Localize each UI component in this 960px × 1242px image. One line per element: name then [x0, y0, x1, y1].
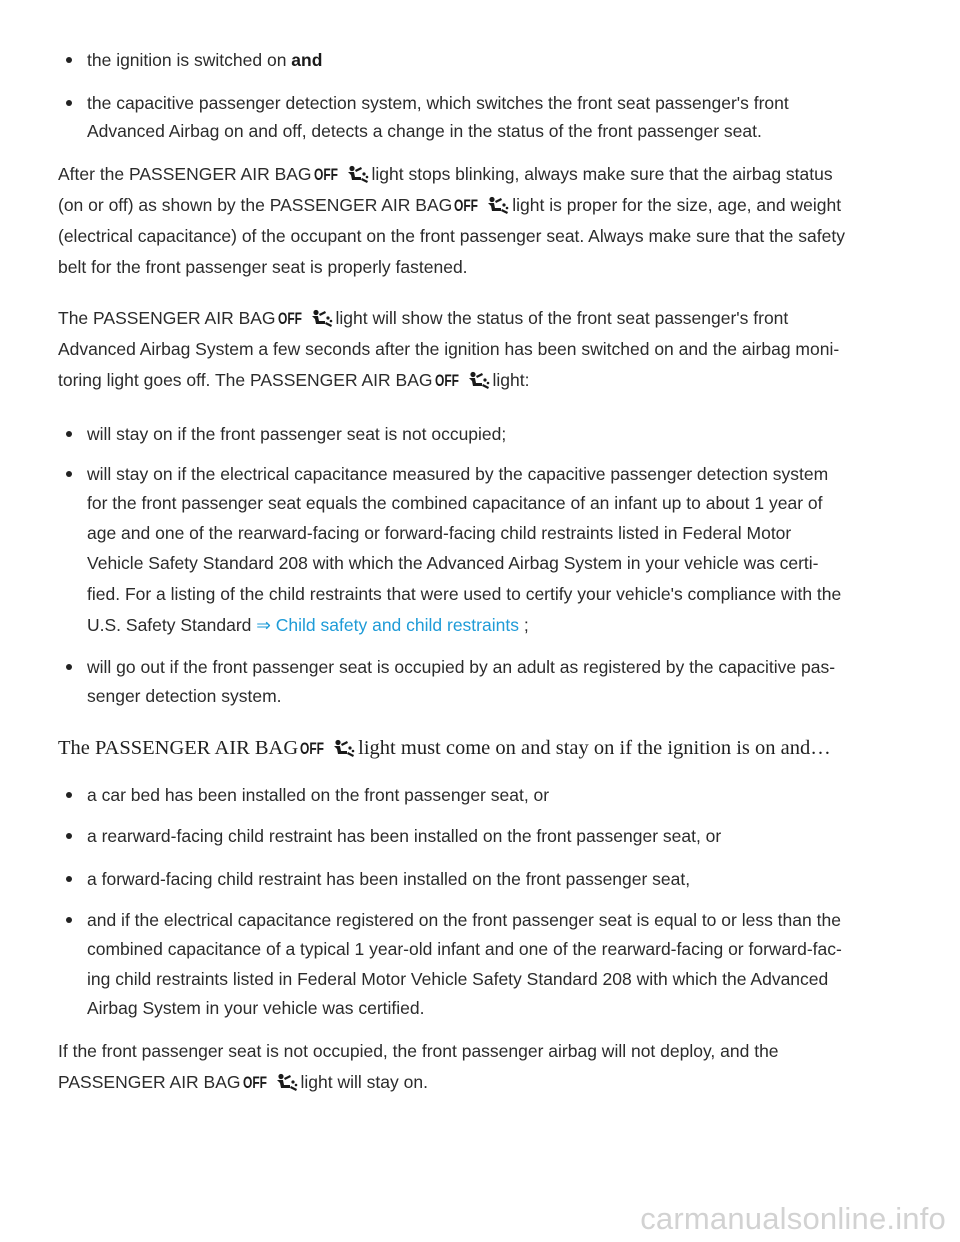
- section-heading: The PASSENGER AIR BAG OFF light must come on and stay on if the ignition is on and…: [58, 736, 831, 760]
- off-label: OFF: [434, 371, 459, 389]
- passenger-airbag-off-icon: [278, 309, 334, 332]
- airbag-off-glyph: [278, 309, 334, 327]
- airbag-off-glyph: [435, 371, 491, 389]
- airbag-off-glyph: [454, 196, 510, 214]
- passenger-airbag-off-icon: [454, 196, 510, 219]
- off-label: OFF: [300, 739, 325, 757]
- airbag-off-glyph: [243, 1073, 299, 1091]
- bullet-line: Airbag System in your vehicle was certified.: [87, 998, 425, 1018]
- seated-passenger-icon: [488, 197, 508, 214]
- bullet-line: Vehicle Safety Standard 208 with which the Advanced Airbag System in your vehicle was certi-: [87, 553, 819, 573]
- bullet-line: a rearward-facing child restraint has been installed on the front passenger seat, or: [87, 826, 722, 846]
- airbag-off-glyph: [300, 739, 356, 757]
- bullet-line: U.S. Safety Standard ⇒ Child safety and child restraints ;: [87, 615, 529, 635]
- seated-passenger-icon: [348, 166, 368, 183]
- passenger-airbag-off-icon: [435, 371, 491, 394]
- off-label: OFF: [242, 1073, 267, 1091]
- bullet-line: will go out if the front passenger seat is occupied by an adult as registered by the capacitive pas-: [87, 657, 836, 677]
- bullet-line: Advanced Airbag on and off, detects a change in the status of the front passenger seat.: [87, 121, 762, 141]
- child-safety-link[interactable]: ⇒ Child safety and child restraints: [256, 615, 519, 635]
- paragraph-line: After the PASSENGER AIR BAG OFF light stops blinking, always make sure that the airbag status: [58, 163, 833, 185]
- bullet-line: the capacitive passenger detection system, which switches the front seat passenger's front: [87, 93, 789, 113]
- bullet-line: senger detection system.: [87, 686, 282, 706]
- seated-passenger-icon: [312, 310, 332, 327]
- bold-and: and: [291, 50, 323, 70]
- passenger-airbag-off-icon: [243, 1073, 299, 1096]
- paragraph-line: belt for the front passenger seat is properly fastened.: [58, 257, 468, 277]
- paragraph-line: PASSENGER AIR BAG OFF light will stay on.: [58, 1071, 428, 1093]
- bullet-line: for the front passenger seat equals the combined capacitance of an infant up to about 1 year of: [87, 493, 823, 513]
- bullet-line: a forward-facing child restraint has been installed on the front passenger seat,: [87, 869, 691, 889]
- watermark: carmanualsonline.info: [640, 1201, 946, 1236]
- paragraph-line: (on or off) as shown by the PASSENGER AIR BAG OFF light is proper for the size, age, and weight: [58, 194, 841, 216]
- paragraph-line: The PASSENGER AIR BAG OFF light will show the status of the front seat passenger's front: [58, 307, 788, 329]
- paragraph-line: (electrical capacitance) of the occupant on the front passenger seat. Always make sure that the safety: [58, 226, 845, 246]
- paragraph-line: toring light goes off. The PASSENGER AIR BAG OFF light:: [58, 369, 529, 391]
- airbag-off-glyph: [314, 165, 370, 183]
- passenger-airbag-off-icon: [300, 739, 356, 763]
- seated-passenger-icon: [469, 372, 489, 389]
- bullet-line: age and one of the rearward-facing or forward-facing child restraints listed in Federal Motor: [87, 523, 792, 543]
- bullet-line: combined capacitance of a typical 1 year-old infant and one of the rearward-facing or forward-fac-: [87, 939, 842, 959]
- seated-passenger-icon: [277, 1074, 297, 1091]
- bullet-line: will stay on if the front passenger seat is not occupied;: [87, 424, 507, 444]
- off-label: OFF: [313, 165, 338, 183]
- off-label: OFF: [277, 309, 302, 327]
- bullet-line: and if the electrical capacitance registered on the front passenger seat is equal to or less than the: [87, 910, 841, 930]
- bullet-line: will stay on if the electrical capacitance measured by the capacitive passenger detection system: [87, 464, 829, 484]
- bullet-line: fied. For a listing of the child restraints that were used to certify your vehicle's compliance with the: [87, 584, 842, 604]
- bullet-line: ing child restraints listed in Federal Motor Vehicle Safety Standard 208 with which the Advanced: [87, 969, 829, 989]
- off-label: OFF: [454, 196, 479, 214]
- bullet-line: a car bed has been installed on the front passenger seat, or: [87, 785, 550, 805]
- seated-passenger-icon: [334, 740, 354, 757]
- bullet-ignition-on: the ignition is switched on and: [87, 50, 323, 70]
- paragraph-line: If the front passenger seat is not occupied, the front passenger airbag will not deploy, and the: [58, 1041, 779, 1061]
- paragraph-line: Advanced Airbag System a few seconds after the ignition has been switched on and the airbag moni-: [58, 339, 840, 359]
- passenger-airbag-off-icon: [314, 165, 370, 188]
